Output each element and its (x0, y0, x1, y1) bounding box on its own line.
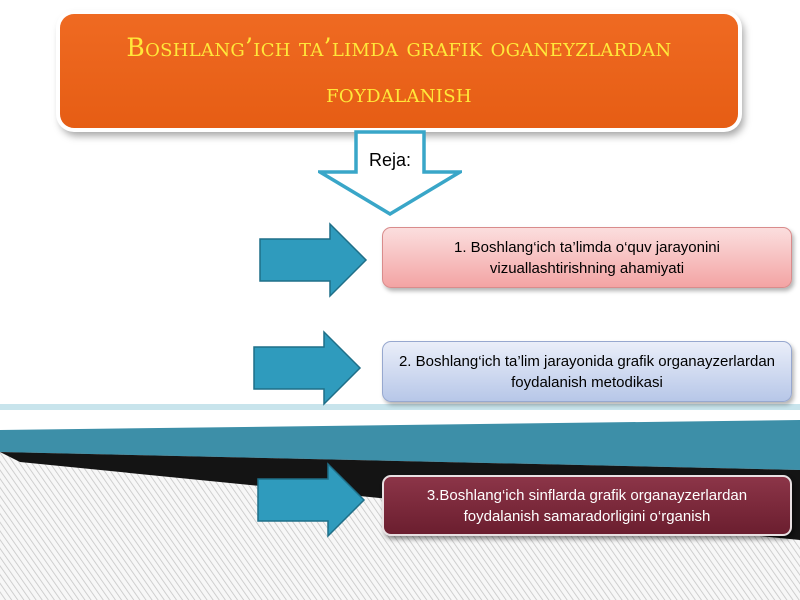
teal-stripe (0, 404, 800, 410)
right-arrow-icon (258, 222, 368, 298)
plan-label: Reja: (368, 150, 412, 170)
right-arrow-icon (256, 462, 366, 538)
plan-item-3: 3.Boshlang‘ich sinflarda grafik organayzerlardan foydalanish samaradorligini o‘rganish (382, 475, 792, 536)
title-banner (60, 14, 738, 128)
slide-title: Boshlang’ich ta’limda grafik oganeyzlardan foydalanish (126, 33, 672, 108)
down-outline-arrow-icon (318, 130, 462, 216)
plan-item-2: 2. Boshlang‘ich ta’lim jarayonida grafik organayzerlardan foydalanish metodikasi (382, 341, 792, 402)
right-arrow-icon (252, 330, 362, 406)
plan-item-1: 1. Boshlang‘ich ta’limda o‘quv jarayonini vizuallashtirishning ahamiyati (382, 227, 792, 288)
